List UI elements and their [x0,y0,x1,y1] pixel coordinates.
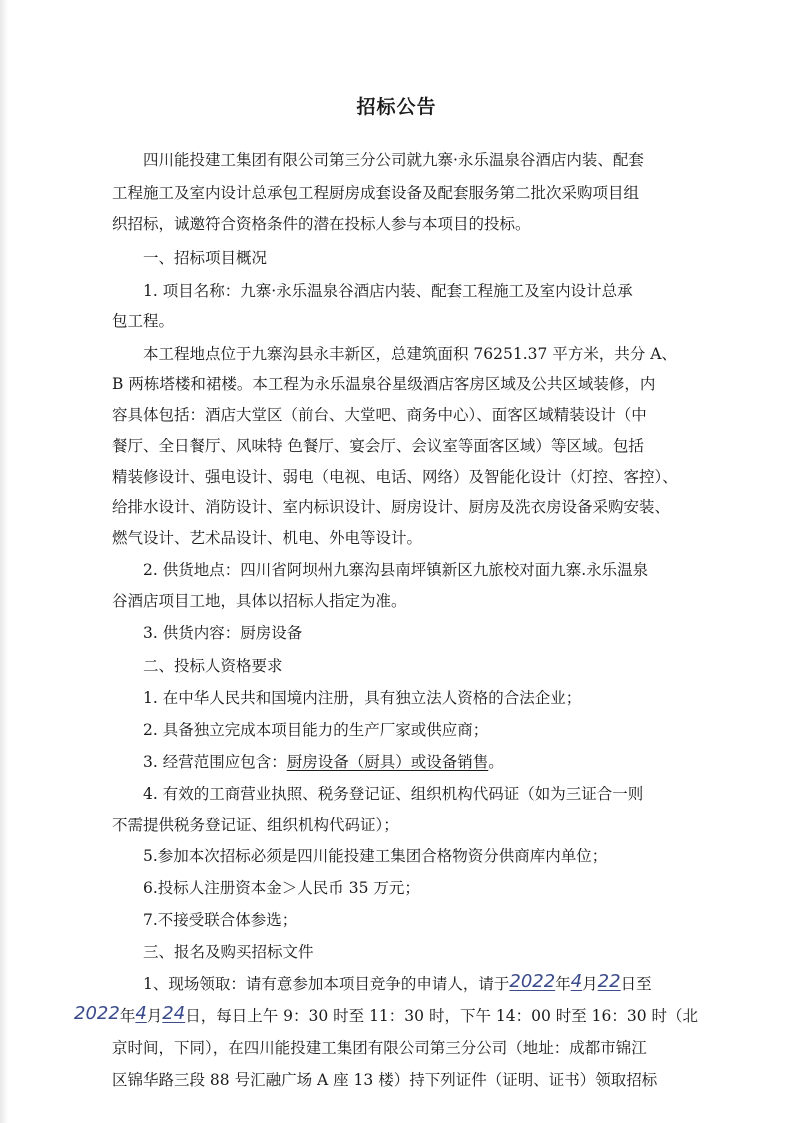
s3-line-3: 京时间，下同），在四川能投建工集团有限公司第三分公司（地址：成都市锦江 [112,1039,647,1057]
s2-req-1: 1. 在中华人民共和国境内注册，具有独立法人资格的合法企业； [143,689,582,707]
s1-item1-line-2: 包工程。 [112,312,175,330]
s2-req-3-suffix: 。 [488,753,504,771]
section1-heading: 一、招标项目概况 [143,249,268,267]
s2-req-5: 5.参加本次招标必须是四川能投建工集团合格物资分供商库内单位； [143,847,608,865]
intro-line-2: 工程施工及室内设计总承包工程厨房成套设备及配套服务第二批次采购项目组 [112,184,640,202]
s3-line-4: 区锦华路三段 88 号汇融广场 A 座 13 楼）持下列证件（证明、证书）领取招标 [112,1071,658,1089]
s2-req-2: 2. 具备独立完成本项目能力的生产厂家或供应商； [143,721,489,739]
s1-item2-line-1: 2. 供货地点：四川省阿坝州九寨沟县南坪镇新区九旅校对面九寨.永乐温泉 [143,561,649,579]
s2-req-4-line-1: 4. 有效的工商营业执照、税务登记证、组织机构代码证（如为三证合一则 [143,785,644,803]
page-title: 招标公告 [356,96,437,118]
s1-desc-line-7: 燃气设计、艺术品设计、机电、外电等设计。 [112,529,423,547]
handwritten-start-month: 4 [570,971,583,992]
s1-item2-line-2: 谷酒店项目工地，具体以招标人指定为准。 [112,592,407,610]
s2-req-6: 6.投标人注册资本金＞人民币 35 万元； [143,879,420,897]
yue-1: 月 [582,975,598,993]
s1-desc-line-6: 给排水设计、消防设计、室内标识设计、厨房设计、厨房及洗衣房设备采购安装、 [112,498,671,516]
s1-desc-line-2: B 两栋塔楼和裙楼。本工程为永乐温泉谷星级酒店客房区域及公共区域装修，内 [112,375,656,393]
nian-1: 年 [555,975,571,993]
s1-desc-line-3: 容具体包括：酒店大堂区（前台、大堂吧、商务中心）、面客区域精装设计（中 [112,406,647,424]
handwritten-end-year: 2022 [74,1003,120,1024]
s3-line-1-suffix: 日至 [620,975,652,993]
handwritten-end-month: 4 [135,1003,147,1024]
s3-line-1 [143,971,652,994]
s2-req-3-prefix: 3. 经营范围应包含： [143,753,287,771]
section2-heading: 二、投标人资格要求 [143,657,283,675]
scan-edge-shadow [0,0,8,1123]
handwritten-end-day: 24 [162,1003,186,1024]
s1-desc-line-1: 本工程地点位于九寨沟县永丰新区，总建筑面积 76251.37 平方米，共分 A、 [143,345,677,363]
s2-req-3-underlined: 厨房设备（厨具）或设备销售 [286,753,489,771]
s3-line-2 [74,1003,699,1026]
intro-line-3: 织招标，诚邀符合资格条件的潜在投标人参与本项目的投标。 [112,215,531,233]
s2-req-7: 7.不接受联合体参选； [143,911,298,929]
s1-desc-line-5: 精装修设计、强电设计、弱电（电视、电话、网络）及智能化设计（灯控、客控）、 [112,468,678,486]
s2-req-4-line-2: 不需提供税务登记证、组织机构代码证）； [112,816,399,834]
yue-2: 月 [146,1007,163,1025]
nian-2: 年 [119,1007,136,1025]
s2-req-3 [143,752,504,772]
handwritten-start-year: 2022 [509,971,556,992]
handwritten-start-day: 22 [597,971,621,992]
s1-item3: 3. 供货内容：厨房设备 [143,624,303,642]
section3-heading: 三、报名及购买招标文件 [143,943,314,961]
s3-line-1-prefix: 1、现场领取：请有意参加本项目竞争的申请人，请于 [143,975,510,993]
intro-line-1: 四川能投建工集团有限公司第三分公司就九寨·永乐温泉谷酒店内装、配套 [143,151,644,169]
s1-item1-line-1: 1. 项目名称：九寨·永乐温泉谷酒店内装、配套工程施工及室内设计总承 [143,282,633,300]
s1-desc-line-4: 餐厅、全日餐厅、风味特 色餐厅、宴会厅、会议室等面客区域）等区域。包括 [112,437,644,455]
s3-line-2-suffix: 日，每日上午 9：30 时至 11：30 时，下午 14：00 时至 16：30 时（北 [185,1007,699,1025]
